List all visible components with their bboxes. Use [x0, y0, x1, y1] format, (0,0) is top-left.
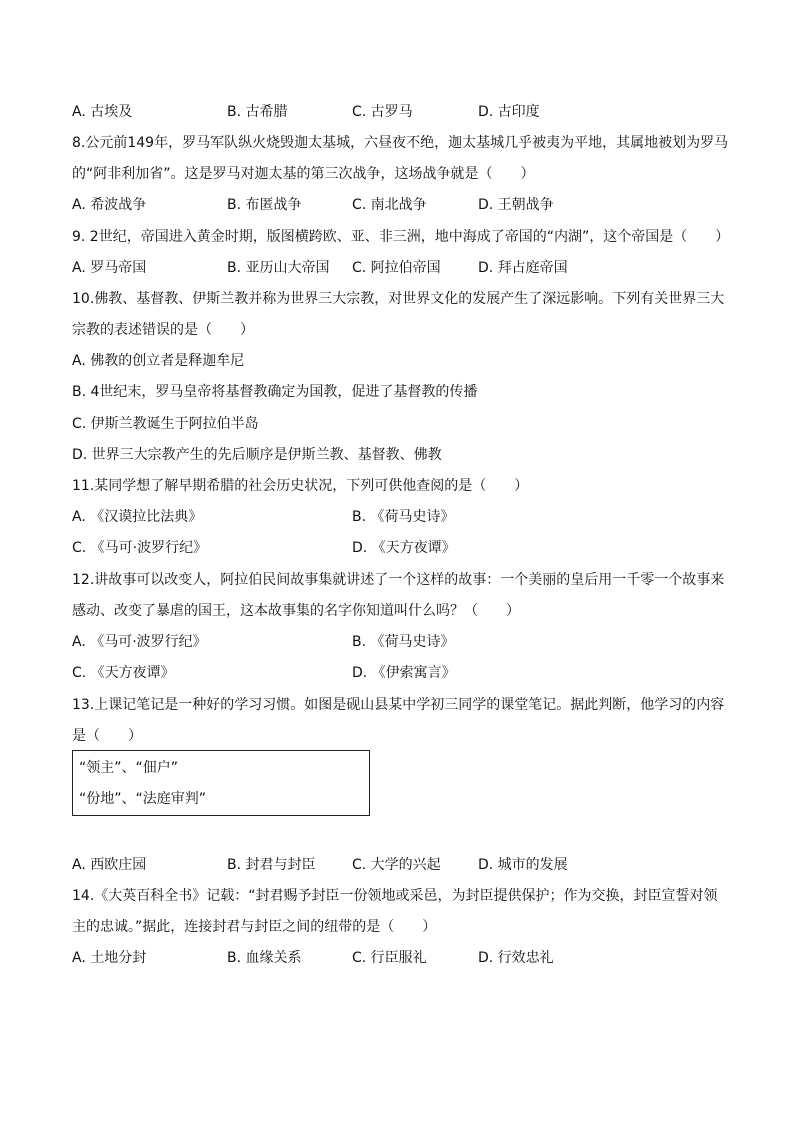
q7-option-b[interactable]: B. 古希腊: [227, 104, 288, 120]
q13-note-1: “领主”、“佃户”: [79, 760, 179, 776]
q11-options-row-2: [72, 538, 732, 558]
q14-option-a[interactable]: A. 土地分封: [72, 950, 147, 966]
q8-stem-line-2: 的“阿非利加省”。这是罗马对迦太基的第三次战争，这场战争就是（ ）: [72, 166, 535, 182]
q9-options: [72, 258, 732, 278]
q11-stem-line-1: 11.某同学想了解早期希腊的社会历史状况，下列可供他查阅的是（ ）: [72, 478, 529, 494]
q12-option-c[interactable]: C. 《天方夜谭》: [72, 665, 175, 681]
q13-stem-line-2: 是（ ）: [72, 728, 142, 744]
q14-option-b[interactable]: B. 血缘关系: [227, 950, 302, 966]
q11-options-row-1: [72, 507, 732, 527]
q8-option-d[interactable]: D. 王朝战争: [478, 197, 554, 213]
q13-note-2: “份地”、“法庭审判”: [79, 791, 207, 807]
q13-option-a[interactable]: A. 西欧庄园: [72, 857, 147, 873]
q14-options: [72, 948, 732, 968]
q12-option-b[interactable]: B. 《荷马史诗》: [352, 634, 455, 650]
q12-stem-line-2: 感动、改变了暴虐的国王，这本故事集的名字你知道叫什么吗？（ ）: [72, 603, 520, 619]
q7-option-d[interactable]: D. 古印度: [478, 104, 540, 120]
q8-option-b[interactable]: B. 布匿战争: [227, 197, 302, 213]
q14-stem-line-2: 主的忠诚。”据此，连接封君与封臣之间的纽带的是（ ）: [72, 919, 437, 935]
q11-option-c[interactable]: C. 《马可·波罗行纪》: [72, 540, 208, 556]
q10-option-a[interactable]: A. 佛教的创立者是释迦牟尼: [72, 353, 245, 369]
q10-stem-line-2: 宗教的表述错误的是（ ）: [72, 322, 254, 338]
q14-stem-line-1: 14.《大英百科全书》记载：“封君赐予封臣一份领地或采邑，为封臣提供保护；作为交换，封臣宣誓对领: [72, 888, 718, 904]
q13-notes-box: [72, 750, 370, 816]
q12-options-row-2: [72, 663, 732, 683]
q7-option-a[interactable]: A. 古埃及: [72, 104, 133, 120]
q13-option-d[interactable]: D. 城市的发展: [478, 857, 568, 873]
q14-option-d[interactable]: D. 行效忠礼: [478, 950, 554, 966]
q10-stem-line-1: 10.佛教、基督教、伊斯兰教并称为世界三大宗教，对世界文化的发展产生了深远影响。下列有关世界三大: [72, 291, 725, 307]
q7-option-c[interactable]: C. 古罗马: [352, 104, 413, 120]
q9-option-d[interactable]: D. 拜占庭帝国: [478, 260, 568, 276]
q8-option-a[interactable]: A. 希波战争: [72, 197, 147, 213]
q13-stem-line-1: 13.上课记笔记是一种好的学习习惯。如图是砚山县某中学初三同学的课堂笔记。据此判断，他学习的内容: [72, 697, 725, 713]
q8-options: [72, 195, 732, 215]
q8-stem-line-1: 8.公元前149年，罗马军队纵火烧毁迦太基城，六昼夜不绝，迦太基城几乎被夷为平地，其属地被划为罗马: [72, 135, 729, 151]
q9-stem-line-1: 9. 2世纪，帝国进入黄金时期，版图横跨欧、亚、非三洲，地中海成了帝国的“内湖”，这个帝国是（ ）: [72, 229, 730, 245]
q9-option-a[interactable]: A. 罗马帝国: [72, 260, 147, 276]
q12-options-row-1: [72, 632, 732, 652]
q11-option-b[interactable]: B. 《荷马史诗》: [352, 509, 455, 525]
q10-option-d[interactable]: D. 世界三大宗教产生的先后顺序是伊斯兰教、基督教、佛教: [72, 447, 442, 463]
q12-option-d[interactable]: D. 《伊索寓言》: [352, 665, 456, 681]
q13-options: [72, 855, 732, 875]
q10-option-c[interactable]: C. 伊斯兰教诞生于阿拉伯半岛: [72, 416, 259, 432]
q9-option-b[interactable]: B. 亚历山大帝国: [227, 260, 330, 276]
q9-option-c[interactable]: C. 阿拉伯帝国: [352, 260, 441, 276]
q12-option-a[interactable]: A. 《马可·波罗行纪》: [72, 634, 207, 650]
q12-stem-line-1: 12.讲故事可以改变人，阿拉伯民间故事集就讲述了一个这样的故事：一个美丽的皇后用一千零一个故事来: [72, 572, 725, 588]
q11-option-d[interactable]: D. 《天方夜谭》: [352, 540, 456, 556]
q13-option-b[interactable]: B. 封君与封臣: [227, 857, 316, 873]
q8-option-c[interactable]: C. 南北战争: [352, 197, 427, 213]
q7-options: [72, 102, 732, 122]
q13-option-c[interactable]: C. 大学的兴起: [352, 857, 441, 873]
q14-option-c[interactable]: C. 行臣服礼: [352, 950, 427, 966]
q11-option-a[interactable]: A. 《汉谟拉比法典》: [72, 509, 203, 525]
q10-option-b[interactable]: B. 4世纪末，罗马皇帝将基督教确定为国教，促进了基督教的传播: [72, 384, 478, 400]
